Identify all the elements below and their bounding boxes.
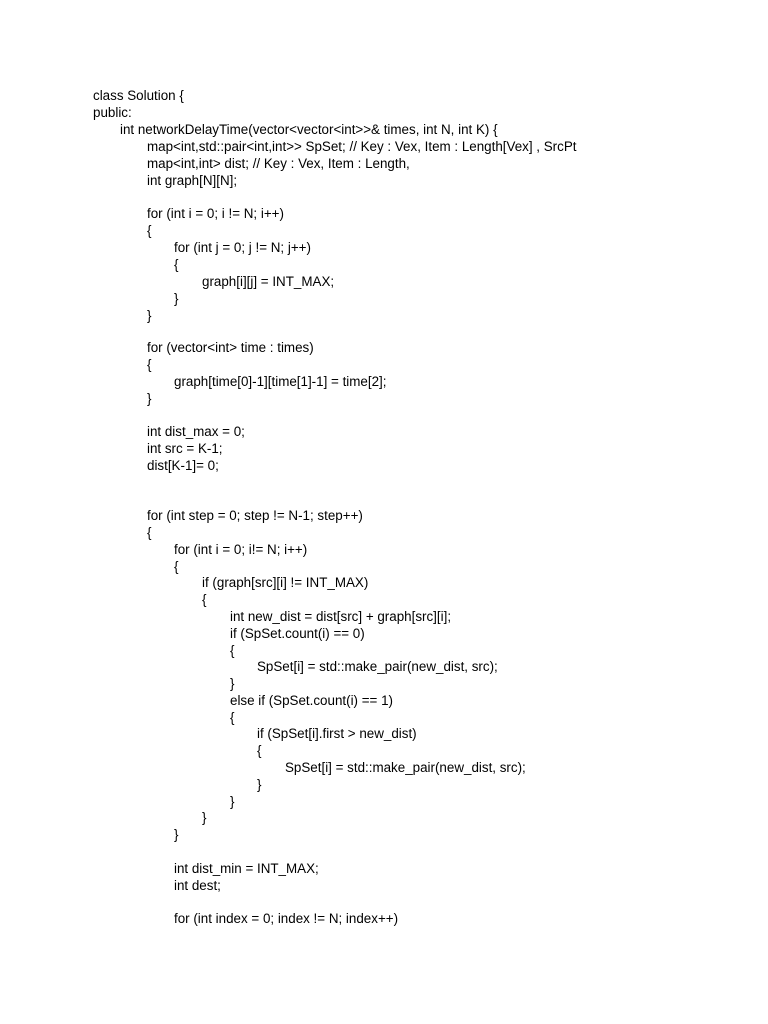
- code-line: int dist_min = INT_MAX;: [174, 861, 319, 876]
- code-line: class Solution {: [93, 88, 184, 103]
- code-line: graph[time[0]-1][time[1]-1] = time[2];: [174, 374, 387, 389]
- code-line: {: [257, 743, 262, 758]
- code-line: for (vector<int> time : times): [147, 340, 314, 355]
- code-line: for (int step = 0; step != N-1; step++): [147, 508, 363, 523]
- code-line: int src = K-1;: [147, 441, 223, 456]
- code-line: }: [257, 777, 262, 792]
- code-line: {: [147, 357, 152, 372]
- code-line: }: [202, 810, 207, 825]
- code-line: {: [147, 223, 152, 238]
- code-line: map<int,int> dist; // Key : Vex, Item : Length,: [147, 156, 410, 171]
- code-line: for (int i = 0; i != N; i++): [147, 206, 284, 221]
- code-line: {: [174, 559, 179, 574]
- code-line: SpSet[i] = std::make_pair(new_dist, src);: [285, 760, 526, 775]
- code-line: public:: [93, 105, 132, 120]
- code-line: {: [174, 257, 179, 272]
- code-line: {: [230, 643, 235, 658]
- code-line: if (graph[src][i] != INT_MAX): [202, 575, 369, 590]
- code-line: }: [147, 308, 152, 323]
- code-line: }: [230, 794, 235, 809]
- code-line: int graph[N][N];: [147, 173, 238, 188]
- code-line: for (int index = 0; index != N; index++): [174, 911, 399, 926]
- code-line: {: [202, 592, 207, 607]
- code-line: else if (SpSet.count(i) == 1): [230, 693, 393, 708]
- code-line: for (int i = 0; i!= N; i++): [174, 542, 308, 557]
- code-line: int dist_max = 0;: [147, 424, 245, 439]
- code-line: int dest;: [174, 878, 221, 893]
- code-line: for (int j = 0; j != N; j++): [174, 240, 311, 255]
- code-line: map<int,std::pair<int,int>> SpSet; // Key : Vex, Item : Length[Vex] , SrcPt: [147, 139, 577, 154]
- code-line: if (SpSet[i].first > new_dist): [257, 726, 417, 741]
- code-line: graph[i][j] = INT_MAX;: [202, 274, 335, 289]
- code-line: SpSet[i] = std::make_pair(new_dist, src);: [257, 659, 498, 674]
- code-line: }: [174, 291, 179, 306]
- code-line: }: [174, 827, 179, 842]
- code-line: int networkDelayTime(vector<vector<int>>& times, int N, int K) {: [120, 122, 498, 137]
- code-line: {: [147, 525, 152, 540]
- code-line: }: [147, 391, 152, 406]
- code-line: {: [230, 710, 235, 725]
- code-line: int new_dist = dist[src] + graph[src][i];: [230, 609, 452, 624]
- code-line: dist[K-1]= 0;: [147, 458, 219, 473]
- code-line: }: [230, 676, 235, 691]
- code-line: if (SpSet.count(i) == 0): [230, 626, 365, 641]
